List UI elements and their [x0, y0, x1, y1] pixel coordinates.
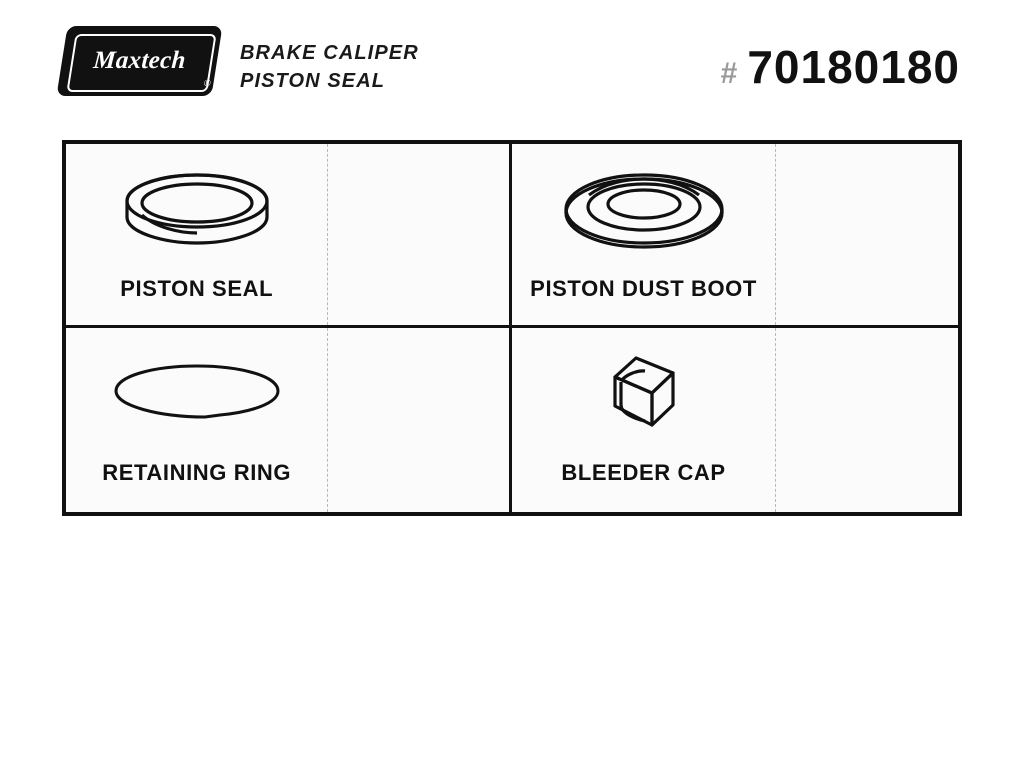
registered-trademark-icon: ® [203, 78, 212, 88]
hash-icon: # [720, 57, 738, 90]
parts-grid-cell-piston-dust-boot [512, 144, 958, 325]
brand-logo [62, 26, 217, 96]
part-number-block [721, 40, 960, 94]
parts-grid-cell-bleeder-cap [512, 328, 958, 512]
part-caption: RETAINING RING [102, 460, 292, 485]
parts-grid [62, 140, 962, 516]
cell-divider [327, 328, 328, 512]
cell-divider [327, 144, 328, 325]
piston-seal-ring-icon [66, 154, 327, 274]
part-caption: PISTON DUST BOOT [530, 276, 757, 301]
product-title [240, 40, 419, 95]
product-title-line-2: PISTON SEAL [240, 69, 386, 92]
part-number-value: 70180180 [747, 41, 960, 93]
parts-grid-row [66, 144, 958, 328]
cell-divider [775, 144, 776, 325]
logo-wordmark: Maxtech [92, 47, 187, 74]
part-caption: PISTON SEAL [120, 276, 274, 301]
bleeder-cap-icon [512, 338, 775, 458]
parts-grid-cell-piston-seal [66, 144, 512, 325]
part-caption: BLEEDER CAP [561, 460, 726, 485]
retaining-ring-icon [66, 338, 327, 458]
piston-dust-boot-icon [512, 154, 775, 274]
parts-grid-row [66, 328, 958, 512]
page-header [0, 0, 1024, 130]
product-title-line-1: BRAKE CALIPER [240, 42, 419, 64]
parts-grid-cell-retaining-ring [66, 328, 512, 512]
cell-divider [775, 328, 776, 512]
